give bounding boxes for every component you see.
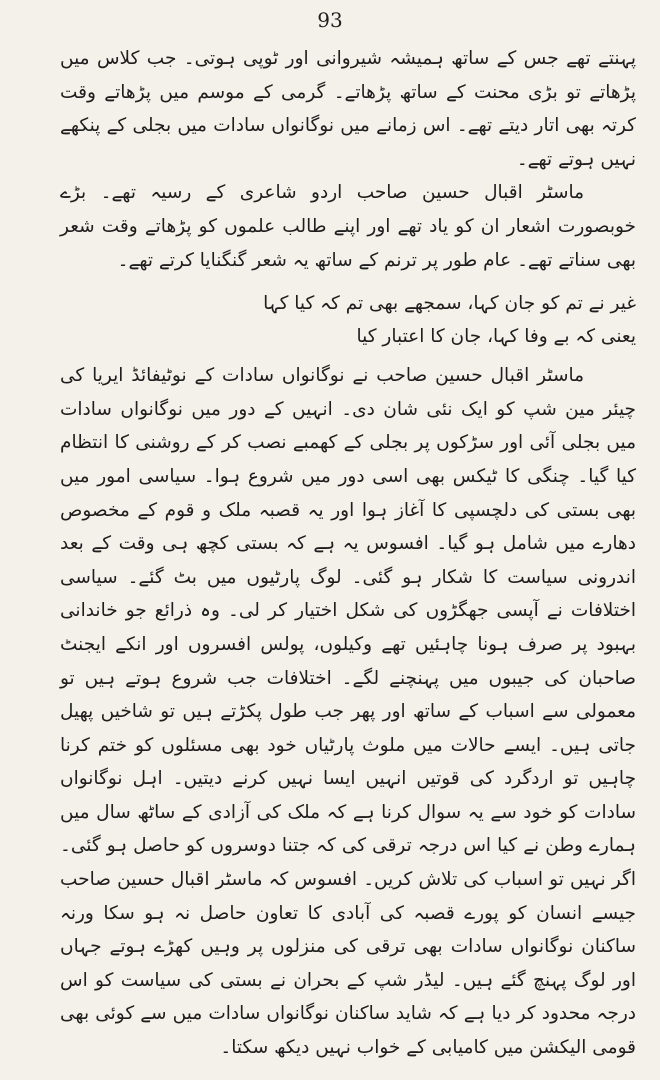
- paragraph-urdu-poetry: ماسٹر اقبال حسین صاحب اردو شاعری کے رسیہ تھے۔ بڑے خوبصورت اشعار ان کو یاد تھے اور اپنے طالب علموں کو پڑھاتے وقت شعر بھی سناتے تھے۔ عام طور پر ترنم کے ساتھ یہ شعر گنگنایا کرتے تھے۔: [60, 182, 636, 271]
- page-text: [60, 42, 636, 1065]
- poem-couplet: [60, 287, 636, 353]
- poem-verse-first: غیر نے تم کو جان کہا، سمجھے بھی تم کہ کیا کہا: [263, 293, 636, 315]
- paragraph-chairmanship: ماسٹر اقبال حسین صاحب نے نوگانواں سادات کے نوٹیفائڈ ایریا کی چیئر مین شپ کو ایک نئی شان دی۔ انہیں کے دور میں نوگانواں سادات میں بجلی آئی اور سڑکوں پر بجلی کے کھمبے نصب کر کے روشنی کا انتظام کیا گیا۔ چنگی کا ٹیکس بھی اسی دور میں شروع ہوا۔ سیاسی امور میں بھی بستی کی دلچسپی کا آغاز ہوا اور یہ قصبہ ملک و قوم کے مخصوص دھارے میں شامل ہو گیا۔ افسوس یہ ہے کہ بستی کچھ ہی وقت کے بعد اندرونی سیاست کا شکار ہو گئی۔ لوگ پارٹیوں میں بٹ گئے۔ سیاسی اختلافات نے آپسی جھگڑوں کی شکل اختیار کر لی۔ وہ ذرائع جو خاندانی بہبود پر صرف ہونا چاہئیں تھے وکیلوں، پولس افسروں اور انکے ایجنٹ صاحبان کی جیبوں میں پہنچنے لگے۔ اختلافات جب شروع ہوتے ہیں تو معمولی سے اسباب کے ساتھ اور پھر جب طول پکڑتے ہیں تو شاخیں پھیل جاتی ہیں۔ ایسے حالات میں ملوث پارٹیاں خود بھی مسئلوں کو ختم کرنا چاہیں تو اردگرد کی قوتیں انہیں ایسا نہیں کرنے دیتیں۔ اہل نوگانواں سادات کو خود سے یہ سوال کرنا ہے کہ ملک کی آزادی کے ساٹھ سال میں ہمارے وطن نے کیا اس درجہ ترقی کی کہ جتنا دوسروں کو حاصل ہو گئی۔ اگر نہیں تو اسباب کی تلاش کریں۔ افسوس کہ ماسٹر اقبال حسین صاحب جیسے انسان کو پورے قصبہ کی آبادی کا تعاون حاصل نہ ہو سکا ورنہ ساکنان نوگانواں سادات بھی ترقی کی منزلوں پر وہیں کھڑے ہوتے جہاں اور لوگ پہنچ گئے ہیں۔ لیڈر شپ کے بحران نے بستی کی سیاست کو اس درجہ محدود کر دیا ہے کہ شاید ساکنان نوگانواں سادات میں سے کوئی بھی قومی الیکشن میں کامیابی کے خواب نہیں دیکھ سکتا۔: [60, 365, 636, 1059]
- paragraph-shirwani: پہنتے تھے جس کے ساتھ ہمیشہ شیروانی اور ٹوپی ہوتی۔ جب کلاس میں پڑھاتے تو بڑی محنت کے ساتھ پڑھاتے۔ گرمی کے موسم میں پڑھاتے وقت کرتہ بھی اتار دیتے تھے۔ اس زمانے میں نوگانواں سادات میں بجلی کے پنکھے نہیں ہوتے تھے۔: [60, 48, 636, 170]
- poem-verse-second: یعنی کہ بے وفا کہا، جان کا اعتبار کیا: [356, 326, 636, 348]
- page-number: 93: [317, 8, 343, 32]
